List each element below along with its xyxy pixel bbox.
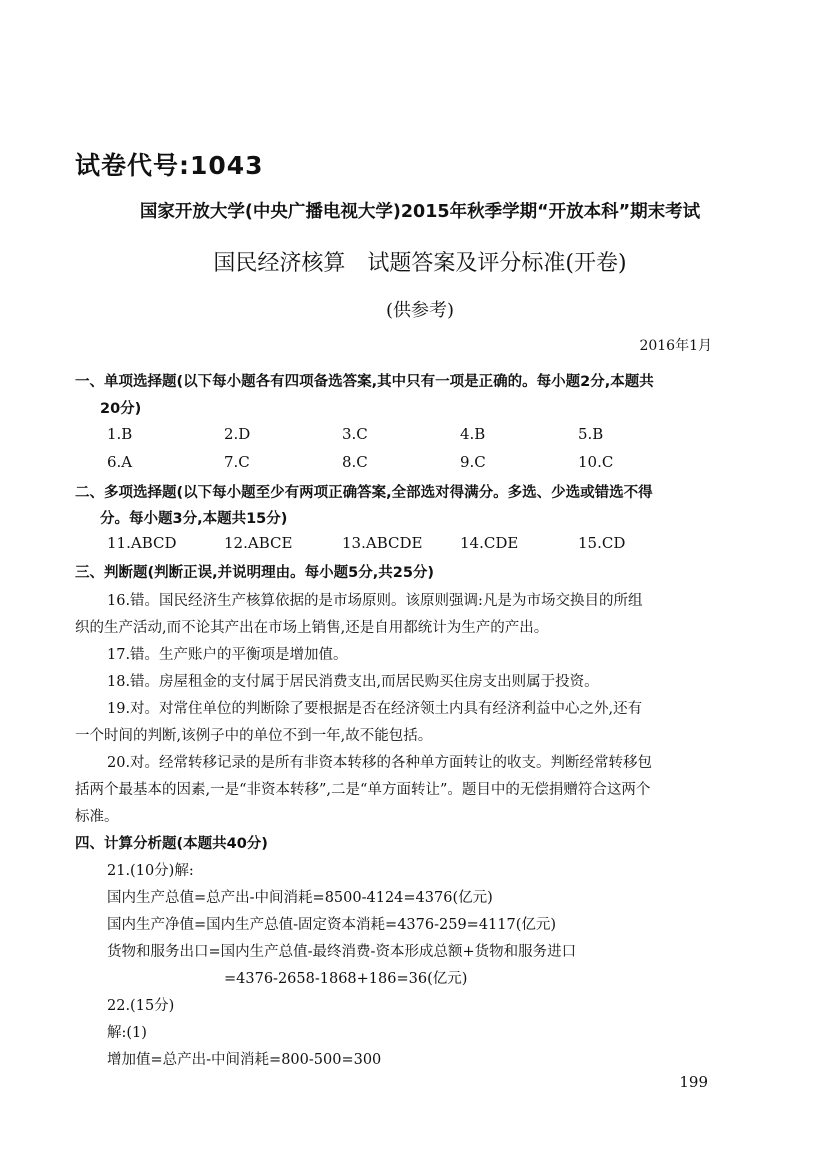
reference-note: (供参考)	[385, 300, 455, 321]
answer-item: 10.C	[578, 453, 614, 471]
answer-item: 12.ABCE	[224, 534, 293, 552]
answer-item: 15.CD	[578, 534, 626, 552]
answer-item: 3.C	[342, 425, 368, 443]
calc-line: 21.(10分)解:	[107, 863, 194, 879]
judgment-line: 17.错。生产账户的平衡项是增加值。	[107, 647, 348, 663]
answer-item: 2.D	[224, 425, 251, 443]
answer-item: 7.C	[224, 453, 250, 471]
judgment-line: 织的生产活动,而不论其产出在市场上销售,还是自用都统计为生产的产出。	[75, 620, 549, 636]
answer-item: 9.C	[460, 453, 486, 471]
judgment-line: 16.错。国民经济生产核算依据的是市场原则。该原则强调:凡是为市场交换目的所组	[107, 593, 643, 609]
answer-item: 11.ABCD	[107, 534, 177, 552]
judgment-line: 括两个最基本的因素,一是“非资本转移”,二是“单方面转让”。题目中的无偿捐赠符合这两个	[75, 782, 651, 798]
answer-item: 1.B	[107, 425, 133, 443]
section1-heading: 一、单项选择题(以下每小题各有四项备选答案,其中只有一项是正确的。每小题2分,本题共	[75, 374, 654, 390]
judgment-line: 19.对。对常住单位的判断除了要根据是否在经济领土内具有经济利益中心之外,还有	[107, 701, 643, 717]
calc-line: 国内生产总值=总产出-中间消耗=8500-4124=4376(亿元)	[107, 890, 493, 906]
section2-heading-cont: 分。每小题3分,本题共15分)	[100, 511, 288, 527]
page-number: 199	[679, 1073, 708, 1091]
exam-code: 试卷代号:1043	[75, 151, 264, 180]
answer-item: 5.B	[578, 425, 604, 443]
judgment-line: 20.对。经常转移记录的是所有非资本转移的各种单方面转让的收支。判断经常转移包	[107, 755, 653, 771]
answer-item: 8.C	[342, 453, 368, 471]
judgment-line: 标准。	[75, 809, 119, 825]
section1-heading-cont: 20分)	[100, 401, 142, 417]
section4-heading: 四、计算分析题(本题共40分)	[75, 836, 268, 852]
judgment-line: 一个时间的判断,该例子中的单位不到一年,故不能包括。	[75, 728, 433, 744]
exam-date: 2016年1月	[639, 338, 712, 354]
calc-line: 增加值=总产出-中间消耗=800-500=300	[107, 1052, 382, 1068]
answer-item: 14.CDE	[460, 534, 519, 552]
exam-title: 国家开放大学(中央广播电视大学)2015年秋季学期“开放本科”期末考试	[139, 202, 701, 222]
section2-heading: 二、多项选择题(以下每小题至少有两项正确答案,全部选对得满分。多选、少选或错选不得	[75, 485, 653, 501]
calc-line: 22.(15分)	[107, 998, 175, 1014]
answer-item: 4.B	[460, 425, 486, 443]
calc-line: 解:(1)	[107, 1025, 147, 1041]
section3-heading: 三、判断题(判断正误,并说明理由。每小题5分,共25分)	[75, 565, 435, 581]
calc-line: 货物和服务出口=国内生产总值-最终消费-资本形成总额+货物和服务进口	[107, 944, 577, 960]
subject-title: 国民经济核算 试题答案及评分标准(开卷)	[213, 251, 627, 276]
answer-item: 13.ABCDE	[342, 534, 423, 552]
calc-line: 国内生产净值=国内生产总值-固定资本消耗=4376-259=4117(亿元)	[107, 917, 557, 933]
answer-item: 6.A	[107, 453, 133, 471]
judgment-line: 18.错。房屋租金的支付属于居民消费支出,而居民购买住房支出则属于投资。	[107, 674, 599, 690]
calc-line: =4376-2658-1868+186=36(亿元)	[224, 971, 468, 987]
